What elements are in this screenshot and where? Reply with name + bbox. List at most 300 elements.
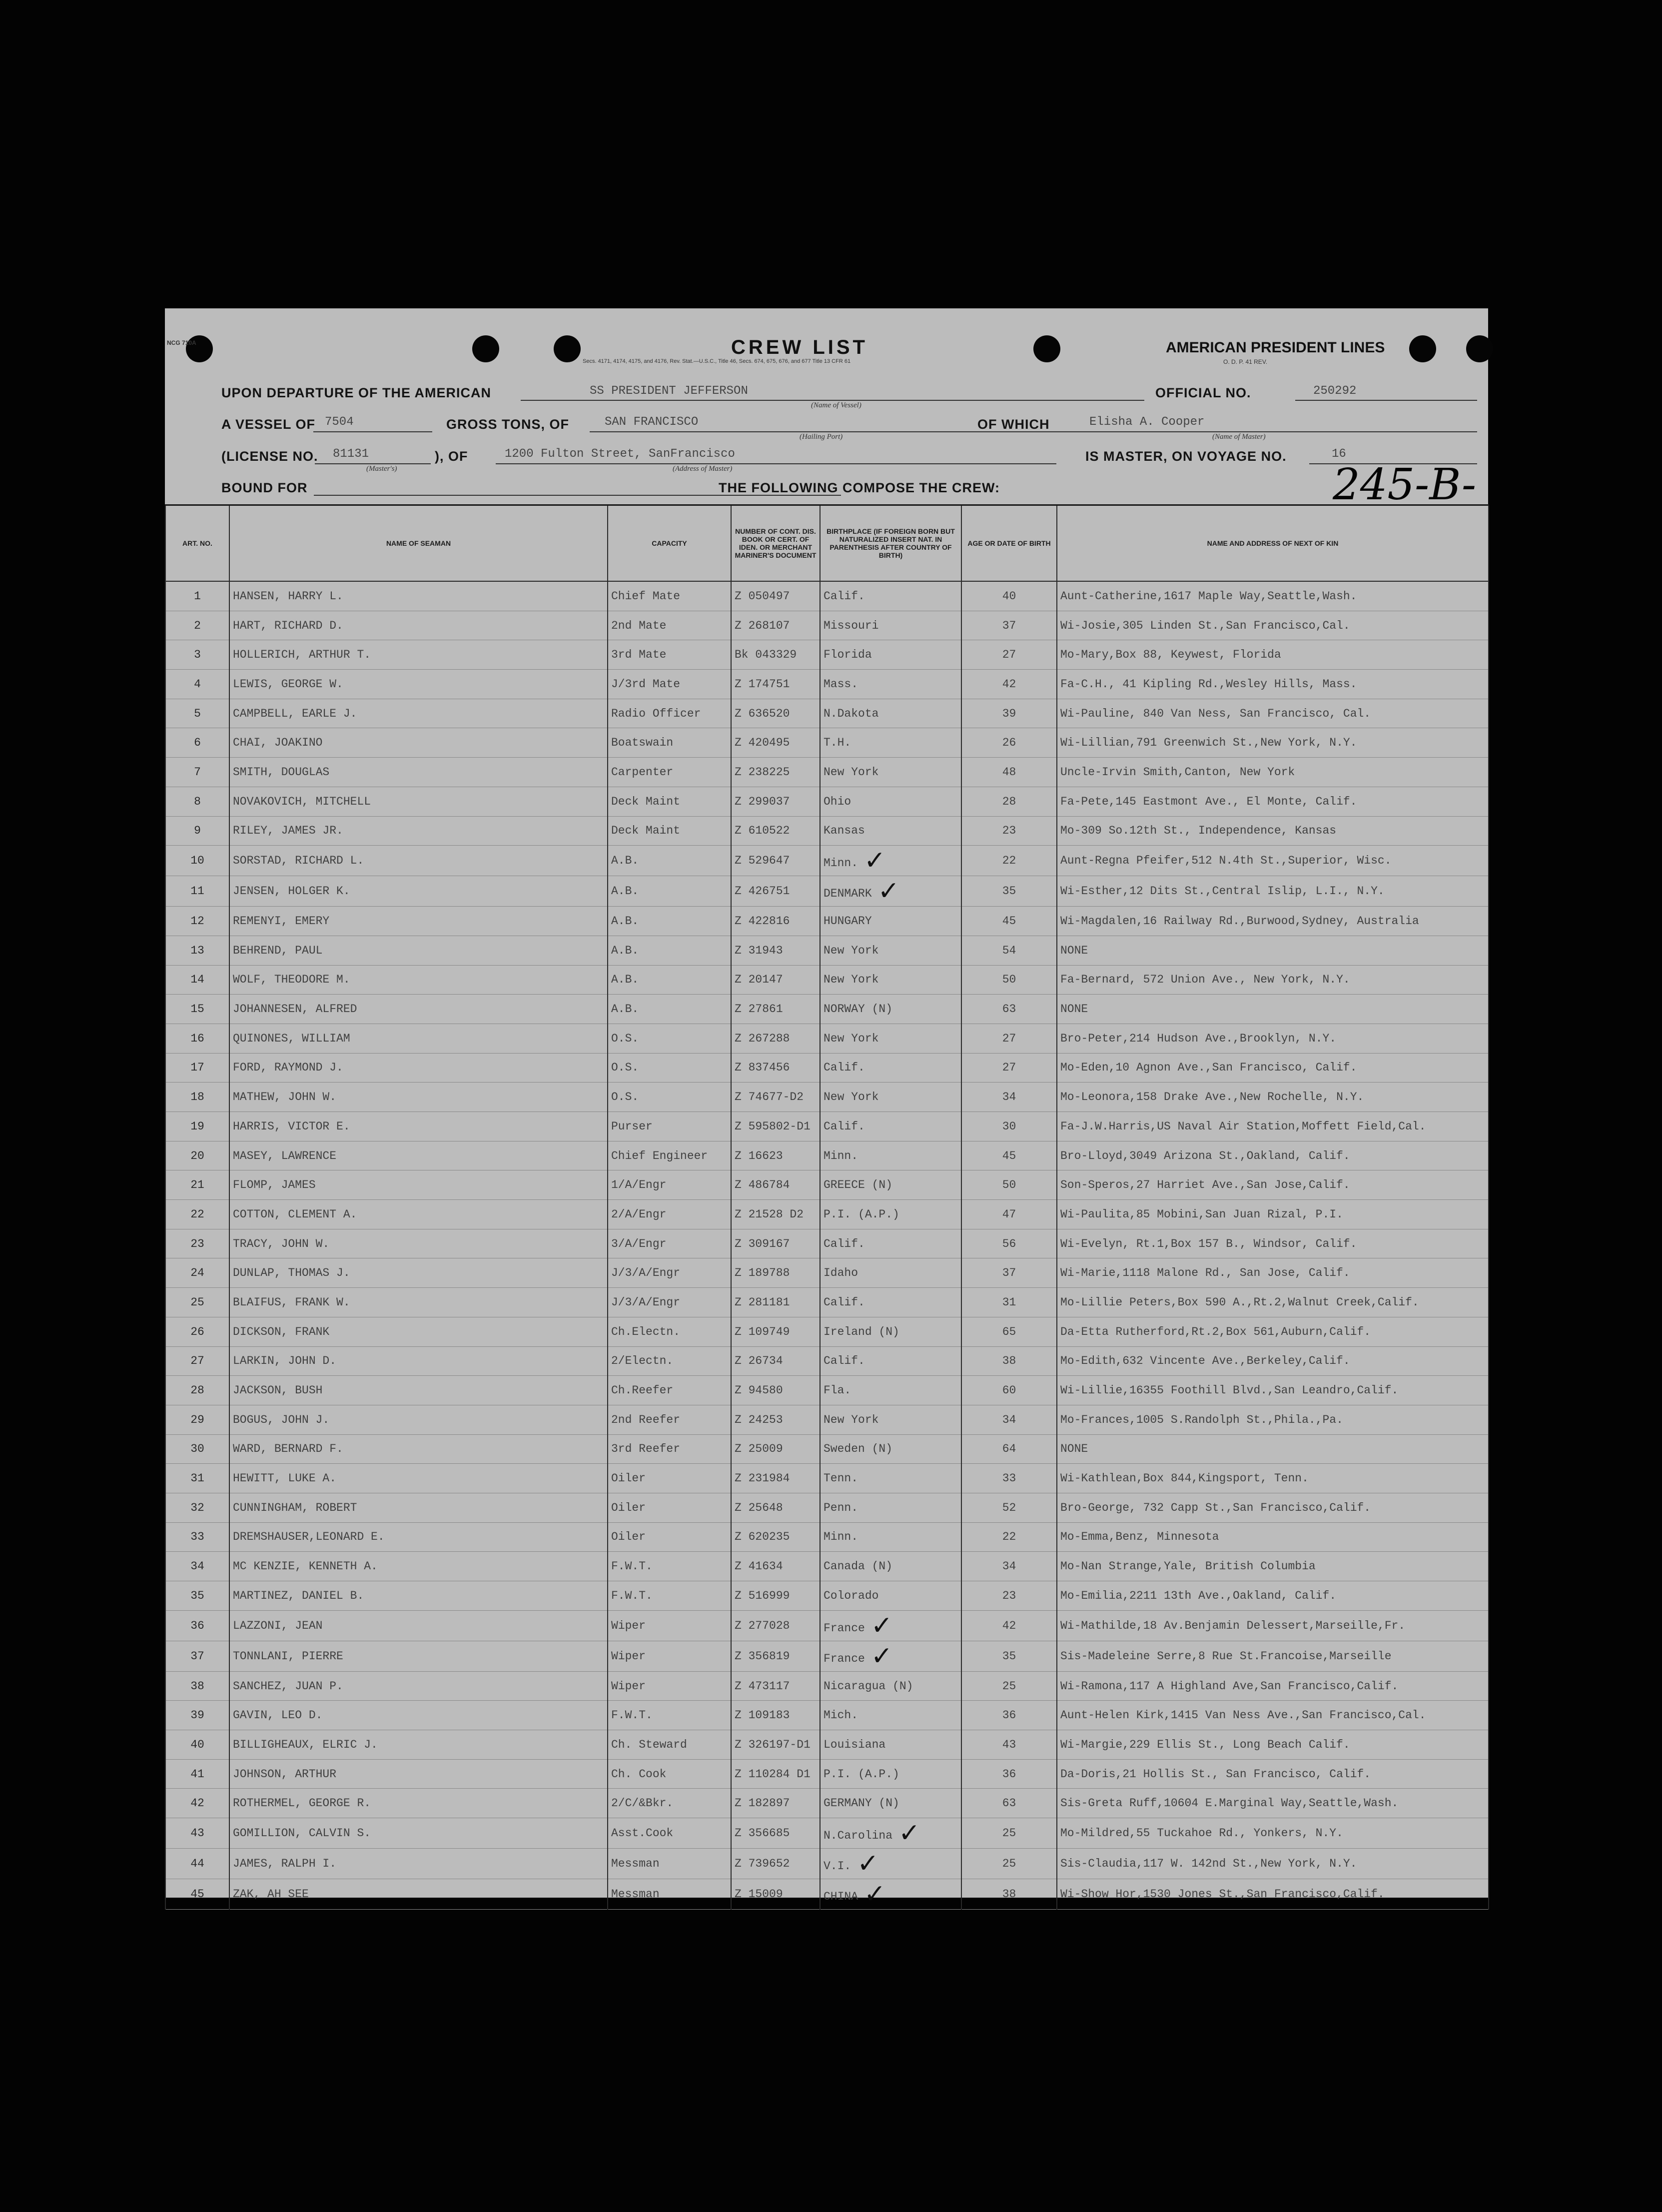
document-cell: Z 238225 <box>731 758 820 787</box>
next-of-kin-cell: Mo-Nan Strange,Yale, British Columbia <box>1057 1552 1489 1581</box>
age-cell: 65 <box>961 1317 1057 1346</box>
of-which-label: OF WHICH <box>977 417 1050 432</box>
seaman-name-cell: HARRIS, VICTOR E. <box>229 1112 608 1141</box>
check-mark-icon: ✓ <box>864 1879 886 1910</box>
capacity-cell: 1/A/Engr <box>608 1170 731 1200</box>
age-cell: 64 <box>961 1434 1057 1464</box>
art-no-cell: 26 <box>165 1317 229 1346</box>
col-name: NAME OF SEAMAN <box>229 505 608 582</box>
art-no-cell: 38 <box>165 1671 229 1701</box>
document-cell: Z 268107 <box>731 611 820 640</box>
art-no-cell: 32 <box>165 1493 229 1522</box>
table-row <box>165 1434 1489 1464</box>
birthplace-cell: Calif. <box>820 1288 961 1317</box>
capacity-cell: A.B. <box>608 965 731 995</box>
age-cell: 42 <box>961 670 1057 699</box>
age-cell: 28 <box>961 787 1057 816</box>
seaman-name-cell: REMENYI, EMERY <box>229 907 608 936</box>
seaman-name-cell: LAZZONI, JEAN <box>229 1610 608 1641</box>
document-cell: Z 25648 <box>731 1493 820 1522</box>
table-row <box>165 1024 1489 1053</box>
age-cell: 50 <box>961 1170 1057 1200</box>
seaman-name-cell: CAMPBELL, EARLE J. <box>229 699 608 728</box>
art-no-cell: 31 <box>165 1464 229 1493</box>
next-of-kin-cell: NONE <box>1057 995 1489 1024</box>
table-row <box>165 1849 1489 1879</box>
capacity-cell: 3rd Mate <box>608 640 731 670</box>
capacity-cell: Asst.Cook <box>608 1818 731 1849</box>
official-no-label: OFFICIAL NO. <box>1155 385 1251 400</box>
check-mark-icon: ✓ <box>870 1641 893 1671</box>
art-no-cell: 18 <box>165 1083 229 1112</box>
of-label: ), OF <box>435 449 468 464</box>
age-cell: 31 <box>961 1288 1057 1317</box>
seaman-name-cell: FORD, RAYMOND J. <box>229 1053 608 1083</box>
next-of-kin-cell: Wi-Josie,305 Linden St.,San Francisco,Cal. <box>1057 611 1489 640</box>
age-cell: 33 <box>961 1464 1057 1493</box>
birthplace-cell: Ireland (N) <box>820 1317 961 1346</box>
capacity-cell: 3/A/Engr <box>608 1229 731 1258</box>
capacity-cell: Boatswain <box>608 728 731 758</box>
age-cell: 25 <box>961 1818 1057 1849</box>
next-of-kin-cell: Fa-J.W.Harris,US Naval Air Station,Moffett Field,Cal. <box>1057 1112 1489 1141</box>
age-cell: 34 <box>961 1083 1057 1112</box>
seaman-name-cell: SANCHEZ, JUAN P. <box>229 1671 608 1701</box>
document-cell: Z 277028 <box>731 1610 820 1641</box>
document-cell: Z 16623 <box>731 1141 820 1170</box>
document-cell: Z 27861 <box>731 995 820 1024</box>
age-cell: 48 <box>961 758 1057 787</box>
birthplace-cell: DENMARK ✓ <box>820 876 961 907</box>
age-cell: 22 <box>961 846 1057 876</box>
seaman-name-cell: LARKIN, JOHN D. <box>229 1346 608 1376</box>
master-address: 1200 Fulton Street, SanFrancisco <box>505 447 735 461</box>
document-cell: Bk 043329 <box>731 640 820 670</box>
age-cell: 22 <box>961 1522 1057 1552</box>
art-no-cell: 21 <box>165 1170 229 1200</box>
table-row <box>165 1581 1489 1611</box>
birthplace-cell: P.I. (A.P.) <box>820 1200 961 1229</box>
birthplace-cell: France ✓ <box>820 1610 961 1641</box>
document-cell: Z 74677-D2 <box>731 1083 820 1112</box>
table-row <box>165 1879 1489 1910</box>
capacity-cell: Ch. Cook <box>608 1759 731 1789</box>
next-of-kin-cell: Fa-Bernard, 572 Union Ave., New York, N.Y. <box>1057 965 1489 995</box>
art-no-cell: 24 <box>165 1258 229 1288</box>
next-of-kin-cell: Sis-Claudia,117 W. 142nd St.,New York, N.Y. <box>1057 1849 1489 1879</box>
capacity-cell: A.B. <box>608 995 731 1024</box>
birthplace-cell: Mich. <box>820 1701 961 1730</box>
vessel-name-caption: (Name of Vessel) <box>811 401 861 409</box>
age-cell: 23 <box>961 1581 1057 1611</box>
seaman-name-cell: LEWIS, GEORGE W. <box>229 670 608 699</box>
age-cell: 23 <box>961 816 1057 846</box>
table-row <box>165 1083 1489 1112</box>
col-birthplace: BIRTHPLACE (IF FOREIGN BORN BUT NATURALIZED INSERT NAT. IN PARENTHESIS AFTER COUNTRY OF BIRTH) <box>820 505 961 582</box>
age-cell: 56 <box>961 1229 1057 1258</box>
capacity-cell: A.B. <box>608 907 731 936</box>
art-no-cell: 28 <box>165 1376 229 1405</box>
table-row <box>165 1789 1489 1818</box>
capacity-cell: 2nd Mate <box>608 611 731 640</box>
document-cell: Z 174751 <box>731 670 820 699</box>
birthplace-cell: V.I. ✓ <box>820 1849 961 1879</box>
art-no-cell: 40 <box>165 1730 229 1760</box>
age-cell: 30 <box>961 1112 1057 1141</box>
birthplace-cell: Louisiana <box>820 1730 961 1760</box>
capacity-cell: Purser <box>608 1112 731 1141</box>
crew-table <box>165 504 1489 1910</box>
next-of-kin-cell: Wi-Marie,1118 Malone Rd., San Jose, Calif. <box>1057 1258 1489 1288</box>
bound-for-label: BOUND FOR <box>221 480 308 495</box>
seaman-name-cell: DREMSHAUSER,LEONARD E. <box>229 1522 608 1552</box>
seaman-name-cell: RILEY, JAMES JR. <box>229 816 608 846</box>
next-of-kin-cell: Wi-Pauline, 840 Van Ness, San Francisco, Cal. <box>1057 699 1489 728</box>
seaman-name-cell: JAMES, RALPH I. <box>229 1849 608 1879</box>
art-no-cell: 7 <box>165 758 229 787</box>
capacity-cell: Ch. Steward <box>608 1730 731 1760</box>
document-cell: Z 420495 <box>731 728 820 758</box>
document-cell: Z 26734 <box>731 1346 820 1376</box>
seaman-name-cell: GOMILLION, CALVIN S. <box>229 1818 608 1849</box>
next-of-kin-cell: Fa-Pete,145 Eastmont Ave., El Monte, Calif. <box>1057 787 1489 816</box>
capacity-cell: Messman <box>608 1879 731 1910</box>
art-no-cell: 33 <box>165 1522 229 1552</box>
table-row <box>165 1493 1489 1522</box>
capacity-cell: 3rd Reefer <box>608 1434 731 1464</box>
seaman-name-cell: HART, RICHARD D. <box>229 611 608 640</box>
capacity-cell: J/3/A/Engr <box>608 1288 731 1317</box>
age-cell: 36 <box>961 1759 1057 1789</box>
seaman-name-cell: SORSTAD, RICHARD L. <box>229 846 608 876</box>
birthplace-cell: New York <box>820 936 961 965</box>
birthplace-cell: Missouri <box>820 611 961 640</box>
company-form-number: O. D. P. 41 REV. <box>1223 358 1268 365</box>
birthplace-cell: Minn. ✓ <box>820 846 961 876</box>
document-cell: Z 109183 <box>731 1701 820 1730</box>
seaman-name-cell: CHAI, JOAKINO <box>229 728 608 758</box>
crew-rows <box>165 581 1489 1910</box>
table-row <box>165 1405 1489 1434</box>
birthplace-cell: New York <box>820 758 961 787</box>
art-no-cell: 27 <box>165 1346 229 1376</box>
col-age: AGE OR DATE OF BIRTH <box>961 505 1057 582</box>
punch-hole <box>554 335 581 362</box>
document-cell: Z 473117 <box>731 1671 820 1701</box>
capacity-cell: Chief Engineer <box>608 1141 731 1170</box>
table-row <box>165 1730 1489 1760</box>
birthplace-cell: New York <box>820 965 961 995</box>
next-of-kin-cell: Wi-Kathlean,Box 844,Kingsport, Tenn. <box>1057 1464 1489 1493</box>
table-row <box>165 787 1489 816</box>
col-document: NUMBER OF CONT. DIS. BOOK OR CERT. OF IDEN. OR MERCHANT MARINER'S DOCUMENT <box>731 505 820 582</box>
table-row <box>165 907 1489 936</box>
col-next-of-kin: NAME AND ADDRESS OF NEXT OF KIN <box>1057 505 1489 582</box>
table-row <box>165 1376 1489 1405</box>
age-cell: 27 <box>961 1053 1057 1083</box>
age-cell: 36 <box>961 1701 1057 1730</box>
capacity-cell: 2/A/Engr <box>608 1200 731 1229</box>
check-mark-icon: ✓ <box>870 1610 893 1641</box>
seaman-name-cell: BLAIFUS, FRANK W. <box>229 1288 608 1317</box>
check-mark-icon: ✓ <box>898 1818 920 1849</box>
capacity-cell: F.W.T. <box>608 1552 731 1581</box>
age-cell: 50 <box>961 965 1057 995</box>
age-cell: 27 <box>961 1024 1057 1053</box>
col-capacity: CAPACITY <box>608 505 731 582</box>
next-of-kin-cell: Wi-Paulita,85 Mobini,San Juan Rizal, P.I. <box>1057 1200 1489 1229</box>
capacity-cell: O.S. <box>608 1083 731 1112</box>
birthplace-cell: T.H. <box>820 728 961 758</box>
company-name: AMERICAN PRESIDENT LINES <box>1166 339 1385 356</box>
document-cell: Z 21528 D2 <box>731 1200 820 1229</box>
table-row <box>165 1346 1489 1376</box>
art-no-cell: 23 <box>165 1229 229 1258</box>
seaman-name-cell: JOHNSON, ARTHUR <box>229 1759 608 1789</box>
check-mark-icon: ✓ <box>857 1849 879 1879</box>
document-cell: Z 610522 <box>731 816 820 846</box>
document-cell: Z 620235 <box>731 1522 820 1552</box>
capacity-cell: Deck Maint <box>608 787 731 816</box>
seaman-name-cell: MATHEW, JOHN W. <box>229 1083 608 1112</box>
capacity-cell: A.B. <box>608 936 731 965</box>
art-no-cell: 19 <box>165 1112 229 1141</box>
license-caption: (Master's) <box>366 465 397 473</box>
table-row <box>165 995 1489 1024</box>
table-row <box>165 1288 1489 1317</box>
document-cell: Z 20147 <box>731 965 820 995</box>
table-row <box>165 1759 1489 1789</box>
next-of-kin-cell: Bro-Lloyd,3049 Arizona St.,Oakland, Calif. <box>1057 1141 1489 1170</box>
table-row <box>165 1141 1489 1170</box>
age-cell: 25 <box>961 1671 1057 1701</box>
art-no-cell: 8 <box>165 787 229 816</box>
age-cell: 37 <box>961 1258 1057 1288</box>
table-row <box>165 1610 1489 1641</box>
departure-label: UPON DEPARTURE OF THE AMERICAN <box>221 385 492 400</box>
art-no-cell: 39 <box>165 1701 229 1730</box>
art-no-cell: 42 <box>165 1789 229 1818</box>
birthplace-cell: Calif. <box>820 1112 961 1141</box>
document-cell: Z 267288 <box>731 1024 820 1053</box>
age-cell: 25 <box>961 1849 1057 1879</box>
age-cell: 35 <box>961 876 1057 907</box>
address-caption: (Address of Master) <box>673 465 733 473</box>
hailing-port-value: SAN FRANCISCO <box>605 415 699 429</box>
birthplace-cell: New York <box>820 1405 961 1434</box>
license-value: 81131 <box>333 447 369 461</box>
check-mark-icon: ✓ <box>864 846 886 876</box>
form-title: CREW LIST <box>731 336 868 358</box>
capacity-cell: F.W.T. <box>608 1581 731 1611</box>
table-row <box>165 965 1489 995</box>
age-cell: 45 <box>961 1141 1057 1170</box>
birthplace-cell: Kansas <box>820 816 961 846</box>
art-no-cell: 34 <box>165 1552 229 1581</box>
hailing-port-caption: (Hailing Port) <box>800 433 843 441</box>
age-cell: 27 <box>961 640 1057 670</box>
document-cell: Z 15009 <box>731 1879 820 1910</box>
capacity-cell: Messman <box>608 1849 731 1879</box>
age-cell: 35 <box>961 1641 1057 1671</box>
table-row <box>165 699 1489 728</box>
art-no-cell: 14 <box>165 965 229 995</box>
capacity-cell: 2/C/&Bkr. <box>608 1789 731 1818</box>
table-row <box>165 1701 1489 1730</box>
document-cell: Z 231984 <box>731 1464 820 1493</box>
compose-crew-label: THE FOLLOWING COMPOSE THE CREW: <box>719 480 1000 495</box>
capacity-cell: J/3rd Mate <box>608 670 731 699</box>
art-no-cell: 1 <box>165 581 229 611</box>
document-cell: Z 41634 <box>731 1552 820 1581</box>
table-row <box>165 1170 1489 1200</box>
art-no-cell: 5 <box>165 699 229 728</box>
age-cell: 38 <box>961 1346 1057 1376</box>
birthplace-cell: Calif. <box>820 1346 961 1376</box>
seaman-name-cell: JENSEN, HOLGER K. <box>229 876 608 907</box>
table-row <box>165 1229 1489 1258</box>
age-cell: 34 <box>961 1552 1057 1581</box>
art-no-cell: 25 <box>165 1288 229 1317</box>
seaman-name-cell: HANSEN, HARRY L. <box>229 581 608 611</box>
seaman-name-cell: FLOMP, JAMES <box>229 1170 608 1200</box>
birthplace-cell: Calif. <box>820 581 961 611</box>
birthplace-cell: NORWAY (N) <box>820 995 961 1024</box>
master-caption: (Name of Master) <box>1212 433 1266 441</box>
table-row <box>165 1818 1489 1849</box>
next-of-kin-cell: Mo-Edith,632 Vincente Ave.,Berkeley,Calif. <box>1057 1346 1489 1376</box>
statute-reference: Secs. 4171, 4174, 4175, and 4176, Rev. Stat.—U.S.C., Title 46, Secs. 674, 675, 676, and 677 Title 13 CFR 61 <box>583 358 851 364</box>
art-no-cell: 22 <box>165 1200 229 1229</box>
age-cell: 26 <box>961 728 1057 758</box>
age-cell: 63 <box>961 995 1057 1024</box>
seaman-name-cell: BILLIGHEAUX, ELRIC J. <box>229 1730 608 1760</box>
next-of-kin-cell: Wi-Lillie,16355 Foothill Blvd.,San Leandro,Calif. <box>1057 1376 1489 1405</box>
next-of-kin-cell: Mo-309 So.12th St., Independence, Kansas <box>1057 816 1489 846</box>
next-of-kin-cell: Mo-Frances,1005 S.Randolph St.,Phila.,Pa. <box>1057 1405 1489 1434</box>
table-row <box>165 936 1489 965</box>
art-no-cell: 4 <box>165 670 229 699</box>
seaman-name-cell: DUNLAP, THOMAS J. <box>229 1258 608 1288</box>
next-of-kin-cell: Son-Speros,27 Harriet Ave.,San Jose,Calif. <box>1057 1170 1489 1200</box>
next-of-kin-cell: Mo-Lillie Peters,Box 590 A.,Rt.2,Walnut Creek,Calif. <box>1057 1288 1489 1317</box>
birthplace-cell: Penn. <box>820 1493 961 1522</box>
punch-hole <box>1409 335 1436 362</box>
seaman-name-cell: BOGUS, JOHN J. <box>229 1405 608 1434</box>
art-no-cell: 45 <box>165 1879 229 1910</box>
next-of-kin-cell: Aunt-Regna Pfeifer,512 N.4th St.,Superior, Wisc. <box>1057 846 1489 876</box>
art-no-cell: 12 <box>165 907 229 936</box>
punch-hole <box>472 335 499 362</box>
capacity-cell: Radio Officer <box>608 699 731 728</box>
art-no-cell: 17 <box>165 1053 229 1083</box>
birthplace-cell: Canada (N) <box>820 1552 961 1581</box>
art-no-cell: 15 <box>165 995 229 1024</box>
seaman-name-cell: NOVAKOVICH, MITCHELL <box>229 787 608 816</box>
document-cell: Z 31943 <box>731 936 820 965</box>
age-cell: 34 <box>961 1405 1057 1434</box>
next-of-kin-cell: Wi-Esther,12 Dits St.,Central Islip, L.I., N.Y. <box>1057 876 1489 907</box>
age-cell: 38 <box>961 1879 1057 1910</box>
next-of-kin-cell: Aunt-Helen Kirk,1415 Van Ness Ave.,San Francisco,Cal. <box>1057 1701 1489 1730</box>
art-no-cell: 11 <box>165 876 229 907</box>
table-row <box>165 1258 1489 1288</box>
next-of-kin-cell: Mo-Emilia,2211 13th Ave.,Oakland, Calif. <box>1057 1581 1489 1611</box>
next-of-kin-cell: Wi-Evelyn, Rt.1,Box 157 B., Windsor, Calif. <box>1057 1229 1489 1258</box>
birthplace-cell: N.Dakota <box>820 699 961 728</box>
seaman-name-cell: MC KENZIE, KENNETH A. <box>229 1552 608 1581</box>
punch-hole <box>1033 335 1060 362</box>
vessel-name: SS PRESIDENT JEFFERSON <box>590 384 748 398</box>
capacity-cell: Chief Mate <box>608 581 731 611</box>
table-row <box>165 758 1489 787</box>
vessel-of-label: A VESSEL OF <box>221 417 316 432</box>
official-no-value: 250292 <box>1313 384 1357 398</box>
next-of-kin-cell: Wi-Show Hor,1530 Jones St.,San Francisco,Calif. <box>1057 1879 1489 1910</box>
age-cell: 54 <box>961 936 1057 965</box>
seaman-name-cell: DICKSON, FRANK <box>229 1317 608 1346</box>
capacity-cell: Deck Maint <box>608 816 731 846</box>
birthplace-cell: Nicaragua (N) <box>820 1671 961 1701</box>
birthplace-cell: HUNGARY <box>820 907 961 936</box>
age-cell: 37 <box>961 611 1057 640</box>
art-no-cell: 37 <box>165 1641 229 1671</box>
form-number: NCG 710A <box>167 339 196 346</box>
seaman-name-cell: SMITH, DOUGLAS <box>229 758 608 787</box>
crew-table-header <box>165 505 1489 582</box>
age-cell: 42 <box>961 1610 1057 1641</box>
table-row <box>165 1641 1489 1671</box>
seaman-name-cell: ROTHERMEL, GEORGE R. <box>229 1789 608 1818</box>
voyage-label: IS MASTER, ON VOYAGE NO. <box>1085 449 1287 464</box>
handwritten-reference: 245-B- <box>1333 460 1477 510</box>
document-cell: Z 110284 D1 <box>731 1759 820 1789</box>
punch-hole <box>1466 335 1493 362</box>
capacity-cell: F.W.T. <box>608 1701 731 1730</box>
next-of-kin-cell: Bro-Peter,214 Hudson Ave.,Brooklyn, N.Y. <box>1057 1024 1489 1053</box>
document-cell: Z 356819 <box>731 1641 820 1671</box>
seaman-name-cell: MARTINEZ, DANIEL B. <box>229 1581 608 1611</box>
capacity-cell: Wiper <box>608 1610 731 1641</box>
document-cell: Z 516999 <box>731 1581 820 1611</box>
gross-tons-label: GROSS TONS, OF <box>446 417 570 432</box>
next-of-kin-cell: Da-Etta Rutherford,Rt.2,Box 561,Auburn,Calif. <box>1057 1317 1489 1346</box>
art-no-cell: 30 <box>165 1434 229 1464</box>
birthplace-cell: Ohio <box>820 787 961 816</box>
document-cell: Z 94580 <box>731 1376 820 1405</box>
table-row <box>165 670 1489 699</box>
birthplace-cell: Calif. <box>820 1053 961 1083</box>
birthplace-cell: GREECE (N) <box>820 1170 961 1200</box>
birthplace-cell: Sweden (N) <box>820 1434 961 1464</box>
seaman-name-cell: JOHANNESEN, ALFRED <box>229 995 608 1024</box>
birthplace-cell: P.I. (A.P.) <box>820 1759 961 1789</box>
document-cell: Z 281181 <box>731 1288 820 1317</box>
table-row <box>165 1552 1489 1581</box>
seaman-name-cell: MASEY, LAWRENCE <box>229 1141 608 1170</box>
next-of-kin-cell: Wi-Mathilde,18 Av.Benjamin Delessert,Marseille,Fr. <box>1057 1610 1489 1641</box>
capacity-cell: Oiler <box>608 1493 731 1522</box>
art-no-cell: 43 <box>165 1818 229 1849</box>
document-cell: Z 636520 <box>731 699 820 728</box>
art-no-cell: 36 <box>165 1610 229 1641</box>
voyage-value: 16 <box>1332 447 1346 461</box>
age-cell: 63 <box>961 1789 1057 1818</box>
art-no-cell: 41 <box>165 1759 229 1789</box>
art-no-cell: 44 <box>165 1849 229 1879</box>
birthplace-cell: France ✓ <box>820 1641 961 1671</box>
birthplace-cell: Tenn. <box>820 1464 961 1493</box>
